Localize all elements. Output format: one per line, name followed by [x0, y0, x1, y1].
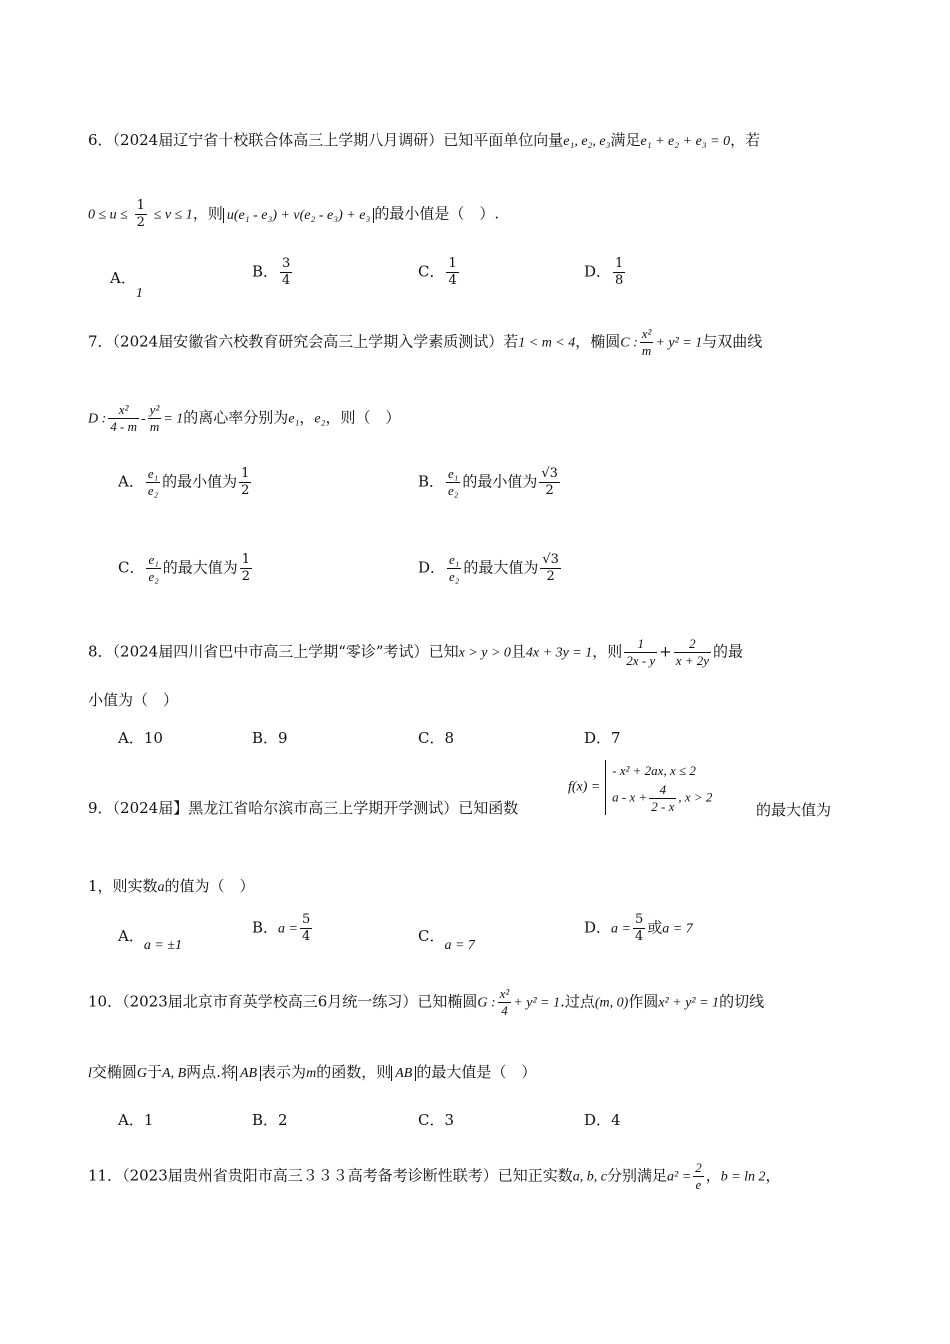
option-label: D． — [584, 729, 612, 747]
q7-number: 7． — [88, 332, 113, 351]
q6-line-1 — [88, 128, 760, 154]
q6-stem-tail: ，若 — [730, 131, 761, 149]
q7-option-c[interactable] — [118, 552, 254, 585]
q8-line-1 — [88, 636, 743, 669]
option-den: 4 — [448, 273, 457, 288]
option-value: 1 — [143, 1111, 154, 1129]
frac-den: 2x - y — [626, 653, 656, 668]
q10-stem-2: .过点 — [560, 992, 595, 1011]
option-num: 5 — [301, 912, 311, 927]
q10-ellipse-tail: + y² = 1 — [513, 995, 561, 1011]
q10-point: (m, 0) — [594, 995, 629, 1011]
frac-den: x + 2y — [675, 653, 710, 668]
q8-line-2 — [88, 688, 178, 712]
q10-circle: x² + y² = 1 — [658, 995, 720, 1011]
q8-frac-1 — [624, 636, 657, 669]
q8-plus: + — [659, 642, 672, 661]
frac-num: 1 — [624, 636, 657, 653]
q10-ellipse: G : — [477, 995, 496, 1011]
q6-source: （2024届辽宁省十校联合体高三上学期八月调研） — [112, 131, 444, 149]
frac-num: 2 — [674, 636, 711, 653]
option-ratio — [446, 466, 460, 499]
q9-case-2a: a - x + — [612, 789, 648, 805]
q10-source: （2023届北京市育英学校高三6月统一练习） — [122, 992, 418, 1011]
option-value: 3 — [444, 1111, 455, 1129]
q9-piecewise — [568, 760, 712, 815]
q7-option-b[interactable] — [418, 466, 562, 499]
ratio-num: e₁ — [449, 552, 460, 567]
q7-e2: e₂ — [314, 411, 326, 427]
option-label: D． — [584, 1111, 612, 1129]
q10-stem-9: 的函数，则 — [316, 1063, 392, 1081]
q10-number: 10． — [88, 992, 123, 1011]
q6-half-den: 2 — [136, 215, 145, 230]
option-label: C． — [418, 927, 445, 945]
option-pre: a = — [278, 921, 298, 937]
value-den: 2 — [241, 569, 251, 584]
value-den: 2 — [241, 483, 250, 498]
option-value: 9 — [278, 729, 288, 747]
q10-stem-5: 交椭圆 — [91, 1063, 137, 1081]
option-label: C． — [118, 558, 145, 577]
q10-stem-4: 的切线 — [719, 992, 765, 1011]
q7-stem-2: ，椭圆 — [575, 332, 621, 351]
q10-G: G — [136, 1066, 148, 1081]
value-den: 2 — [546, 569, 555, 584]
q10-stem-3: 作圆 — [628, 992, 659, 1011]
q9-option-b[interactable] — [252, 912, 314, 945]
q11-end: ， — [765, 1166, 781, 1185]
frac-den: m — [641, 343, 652, 358]
q10-abs-2: AB — [391, 1066, 416, 1081]
option-label: D． — [584, 262, 612, 281]
option-label: B． — [418, 472, 445, 491]
q7-hyper-frac-1 — [108, 402, 139, 435]
option-label: A． — [118, 927, 144, 945]
q7-ellipse-frac — [640, 326, 654, 359]
option-pre: a = — [611, 921, 631, 937]
q6-line-2 — [88, 198, 499, 231]
option-label: C． — [418, 262, 445, 281]
value-num: 1 — [241, 552, 251, 567]
q6-ask: 的最小值是（ ）. — [374, 204, 500, 223]
option-value: 8 — [444, 729, 455, 747]
option-value: 7 — [611, 729, 621, 747]
q8-option-a[interactable] — [118, 726, 163, 750]
frac-den: 4 - m — [110, 419, 137, 434]
value-den: 2 — [545, 483, 554, 498]
q9-fx: f(x) = — [568, 779, 601, 795]
frac-num: 4 — [649, 782, 676, 799]
q11-stem: 已知正实数 — [497, 1166, 573, 1185]
q7-stem: 若 — [503, 332, 519, 351]
option-value — [240, 552, 252, 585]
q10-stem-10: 的最大值是（ ） — [416, 1063, 537, 1081]
q10-m: m — [306, 1066, 317, 1081]
q10-option-b[interactable] — [252, 1108, 288, 1132]
q6-then: ，则 — [192, 204, 223, 223]
q9-var: a — [157, 880, 165, 895]
q9-stem-4: 的值为（ ） — [164, 877, 255, 895]
ratio-den: e₂ — [148, 569, 159, 584]
q9-option-d[interactable] — [584, 912, 693, 945]
ratio-num: e₁ — [448, 466, 459, 481]
value-num: √3 — [541, 466, 558, 481]
frac-num: 2 — [695, 1160, 702, 1175]
q11-sep: ， — [705, 1166, 721, 1185]
option-label: B． — [252, 918, 279, 937]
q10-stem-8: 表示为 — [261, 1063, 307, 1081]
q8-stem-4: 小值为（ ） — [88, 691, 179, 709]
q7-hyper-tail: = 1 — [163, 411, 184, 427]
q7-stem-4: 的离心率分别为 — [183, 408, 289, 427]
q7-line-2: D : $\frac{\text{x²}}{4 - m}$ - $\frac{\text{y²}}{m}$ = 1的离心率分别为e₁，e₂，则（ ） — [88, 402, 401, 434]
option-num: 1 — [615, 256, 624, 271]
option-num: 3 — [282, 256, 291, 271]
frac-num: x² — [499, 986, 510, 1001]
q10-line-2 — [88, 1060, 536, 1086]
ratio-den: e₂ — [449, 569, 460, 584]
q10-abs: AB — [236, 1066, 261, 1081]
option-value — [540, 552, 561, 585]
q10-option-a[interactable] — [118, 1108, 153, 1132]
q7-stem-5: ，则（ ） — [325, 408, 401, 427]
q9-line-2 — [88, 874, 255, 900]
q7-hyper-frac-2 — [148, 402, 162, 435]
q10-option-c[interactable] — [418, 1108, 454, 1132]
q6-vectors: e₁, e₂, e₃ — [563, 134, 611, 149]
q7-stem-3: 与双曲线 — [702, 332, 763, 351]
ratio-num: e₁ — [148, 552, 159, 567]
frac-num: y² — [149, 402, 160, 417]
q6-option-a[interactable] — [110, 266, 143, 301]
q10-option-d[interactable] — [584, 1108, 621, 1132]
q6-stem: 已知平面单位向量 — [443, 131, 564, 149]
q9-case-2b: , x > 2 — [678, 789, 713, 805]
q6-range-2: ≤ v ≤ 1 — [153, 207, 193, 223]
q7-option-d[interactable] — [418, 552, 563, 585]
option-den: 8 — [615, 273, 624, 288]
q9-option-a[interactable] — [118, 924, 182, 953]
ratio-num: e₁ — [147, 466, 159, 481]
q7-e1: e₁ — [288, 411, 300, 427]
option-value: 4 — [611, 1111, 621, 1129]
option-fraction — [633, 912, 645, 945]
q11-vars: a, b, c — [572, 1169, 608, 1185]
option-label: A． — [118, 1111, 144, 1129]
frac-num: x² — [108, 402, 139, 419]
option-post: a = 7 — [662, 921, 693, 937]
option-den: 4 — [634, 929, 644, 944]
option-label: C． — [418, 729, 445, 747]
q10-stem-7: 两点.将 — [186, 1063, 236, 1081]
option-label: D． — [584, 918, 612, 937]
option-value: 1 — [135, 286, 143, 301]
q9-source: （2024届】黑龙江省哈尔滨市高三上学期开学测试） — [112, 799, 459, 817]
option-value: a = ±1 — [143, 938, 182, 953]
q8-option-c[interactable] — [418, 726, 454, 750]
option-text: 的最大值为 — [463, 558, 539, 577]
option-ratio — [146, 466, 160, 499]
option-text: 的最小值为 — [162, 472, 238, 491]
q7-condition: 1 < m < 4 — [518, 335, 576, 351]
option-ratio — [146, 552, 160, 585]
option-label: B． — [252, 729, 279, 747]
option-value — [539, 466, 560, 499]
q7-source: （2024届安徽省六校教育研究会高三上学期入学素质测试） — [112, 332, 504, 351]
option-text: 的最小值为 — [462, 472, 538, 491]
q11-frac — [693, 1160, 704, 1193]
option-label: A． — [118, 729, 144, 747]
q8-option-b[interactable] — [252, 726, 288, 750]
q6-option-c[interactable] — [418, 256, 461, 289]
option-num: 5 — [634, 912, 644, 927]
value-num: √3 — [542, 552, 559, 567]
option-text: 的最大值为 — [162, 558, 238, 577]
q6-range: 0 ≤ u ≤ — [88, 207, 128, 223]
q8-option-d[interactable] — [584, 726, 621, 750]
q11-number: 11． — [88, 1166, 123, 1185]
option-fraction — [446, 256, 458, 289]
q8-stem-2: ，则 — [592, 642, 623, 661]
q8-stem-3: 的最 — [713, 642, 744, 661]
q6-condition: e₁ + e₂ + e₃ = 0 — [640, 134, 731, 149]
q8-frac-2 — [674, 636, 711, 669]
q8-stem: 已知 — [428, 642, 459, 661]
frac-num: x² — [641, 326, 652, 341]
q8-and: 且 — [510, 642, 526, 661]
q7-hyperbola: D : — [88, 411, 107, 427]
q9-stem-2: 的最大值为 — [756, 801, 832, 819]
option-value: 2 — [278, 1111, 288, 1129]
option-value: 10 — [143, 729, 163, 747]
q7-ellipse-tail: + y² = 1 — [655, 335, 703, 351]
option-value — [239, 466, 251, 499]
option-label: A． — [118, 472, 144, 491]
q11-source: （2023届贵州省贵阳市高三３３３高考备考诊断性联考） — [122, 1166, 498, 1185]
q11-stem-2: 分别满足 — [607, 1166, 668, 1185]
frac-den: m — [149, 419, 160, 434]
q11-b-eq: b = ln 2 — [720, 1169, 766, 1185]
q7-option-a[interactable] — [118, 466, 253, 499]
option-fraction — [280, 256, 292, 289]
option-fraction — [300, 912, 312, 945]
q9-line-1-tail — [756, 798, 831, 822]
option-value: a = 7 — [444, 938, 475, 953]
q6-half-num: 1 — [136, 198, 145, 213]
q6-half — [135, 198, 147, 231]
q8-source: （2024届四川省巴中市高三上学期“零诊”考试） — [112, 642, 429, 661]
option-den: 4 — [282, 273, 291, 288]
option-label: A． — [110, 269, 136, 287]
q8-cond-2: 4x + 3y = 1 — [525, 645, 593, 661]
option-or: 或 — [647, 918, 663, 937]
q7-ellipse: C : — [620, 335, 638, 351]
q11-line-1 — [88, 1160, 781, 1193]
option-label: B． — [252, 1111, 279, 1129]
option-label: B． — [252, 262, 279, 281]
ratio-den: e₂ — [448, 483, 459, 498]
q6-expression: u(e₁ - e₃) + v(e₂ - e₃) + e₃ — [223, 208, 375, 223]
q8-cond-1: x > y > 0 — [458, 645, 511, 661]
q6-stem-mid: 满足 — [610, 131, 641, 149]
q10-l: l — [88, 1066, 92, 1081]
q10-stem-6: 于 — [147, 1063, 163, 1081]
value-num: 1 — [241, 466, 250, 481]
q6-option-d[interactable] — [584, 256, 627, 289]
frac-den: 2 - x — [651, 799, 675, 814]
option-fraction — [613, 256, 625, 289]
option-ratio — [447, 552, 461, 585]
option-den: 4 — [301, 929, 311, 944]
ratio-den: e₂ — [147, 483, 159, 498]
option-label: D． — [418, 558, 446, 577]
frac-den: e — [695, 1177, 702, 1192]
q9-number: 9． — [88, 799, 113, 817]
q6-option-b[interactable] — [252, 256, 294, 289]
q9-line-1 — [88, 796, 518, 820]
q6-number: 6． — [88, 131, 113, 149]
option-label: C． — [418, 1111, 445, 1129]
q8-number: 8． — [88, 642, 113, 661]
q10-line-1 — [88, 986, 764, 1019]
option-num: 1 — [448, 256, 457, 271]
q9-case-1: - x² + 2ax, x ≤ 2 — [612, 763, 696, 778]
q7-line-1 — [88, 326, 762, 359]
q9-case-frac — [649, 782, 676, 815]
q10-stem: 已知椭圆 — [417, 992, 478, 1011]
q11-a-eq: a² = — [667, 1169, 692, 1185]
frac-den: 4 — [501, 1003, 508, 1018]
q9-cases — [605, 760, 712, 815]
q10-ab: A, B — [162, 1066, 187, 1081]
q9-stem-3: 1，则实数 — [88, 877, 158, 895]
q10-frac — [498, 986, 512, 1019]
q9-option-c[interactable] — [418, 924, 475, 953]
q9-stem: 已知函数 — [458, 799, 519, 817]
